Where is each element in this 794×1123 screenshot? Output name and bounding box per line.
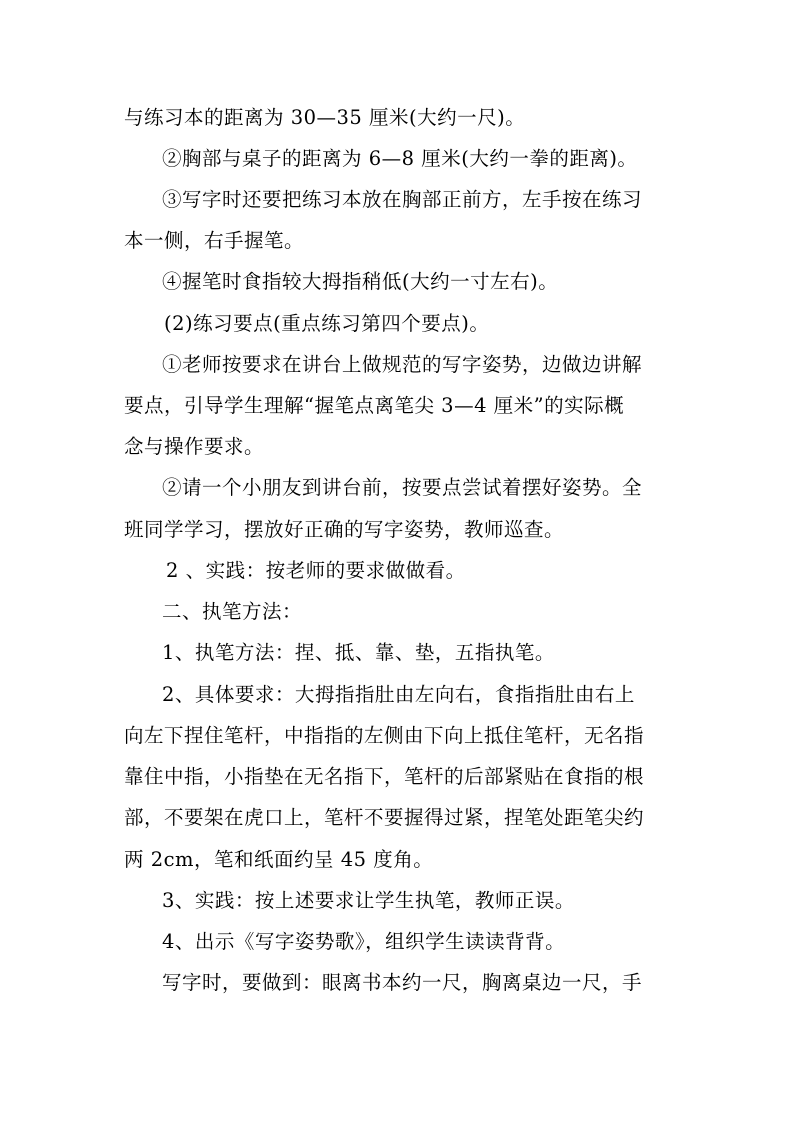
paragraph-line: ③写字时还要把练习本放在胸部正前方，左手按在练习	[162, 188, 643, 211]
paragraph-line: 班同学学习，摆放好正确的写字姿势，教师巡查。	[124, 518, 565, 541]
paragraph-line: (2)练习要点(重点练习第四个要点)。	[164, 312, 490, 335]
paragraph-line: 与练习本的距离为 30—35 厘米(大约一尺)。	[124, 106, 526, 129]
paragraph-line: ②胸部与桌子的距离为 6—8 厘米(大约一拳的距离)。	[162, 147, 638, 170]
paragraph-line: 1、执笔方法：捏、抵、靠、垫，五指执笔。	[162, 641, 555, 664]
paragraph-line: 4、出示《写字姿势歌》，组织学生读读背背。	[162, 930, 566, 953]
paragraph-line: 3、实践：按上述要求让学生执笔，教师正误。	[162, 889, 575, 912]
paragraph-line: 本一侧，右手握笔。	[124, 229, 305, 252]
paragraph-line: 2 、实践：按老师的要求做做看。	[166, 559, 466, 582]
paragraph-line: 2、具体要求：大拇指指肚由左向右，食指指肚由右上	[162, 683, 635, 706]
paragraph-line: 要点，引导学生理解“握笔点离笔尖 3—4 厘米”的实际概	[124, 394, 625, 417]
paragraph-line: 向左下捏住笔杆，中指指的左侧由下向上抵住笔杆，无名指	[124, 724, 645, 747]
paragraph-line: 部，不要架在虎口上，笔杆不要握得过紧，捏笔处距笔尖约	[124, 806, 645, 829]
section-heading: 二、执笔方法：	[162, 600, 303, 623]
paragraph-line: 靠住中指，小指垫在无名指下，笔杆的后部紧贴在食指的根	[124, 765, 645, 788]
paragraph-line: 两 2cm，笔和纸面约呈 45 度角。	[124, 848, 434, 871]
paragraph-line: ①老师按要求在讲台上做规范的写字姿势，边做边讲解	[162, 353, 643, 376]
paragraph-line: ④握笔时食指较大拇指稍低(大约一寸左右)。	[162, 270, 559, 293]
paragraph-line: ②请一个小朋友到讲台前，按要点尝试着摆好姿势。全	[162, 476, 643, 499]
paragraph-line: 写字时，要做到：眼离书本约一尺，胸离桌边一尺，手	[162, 971, 643, 994]
paragraph-line: 念与操作要求。	[124, 435, 265, 458]
